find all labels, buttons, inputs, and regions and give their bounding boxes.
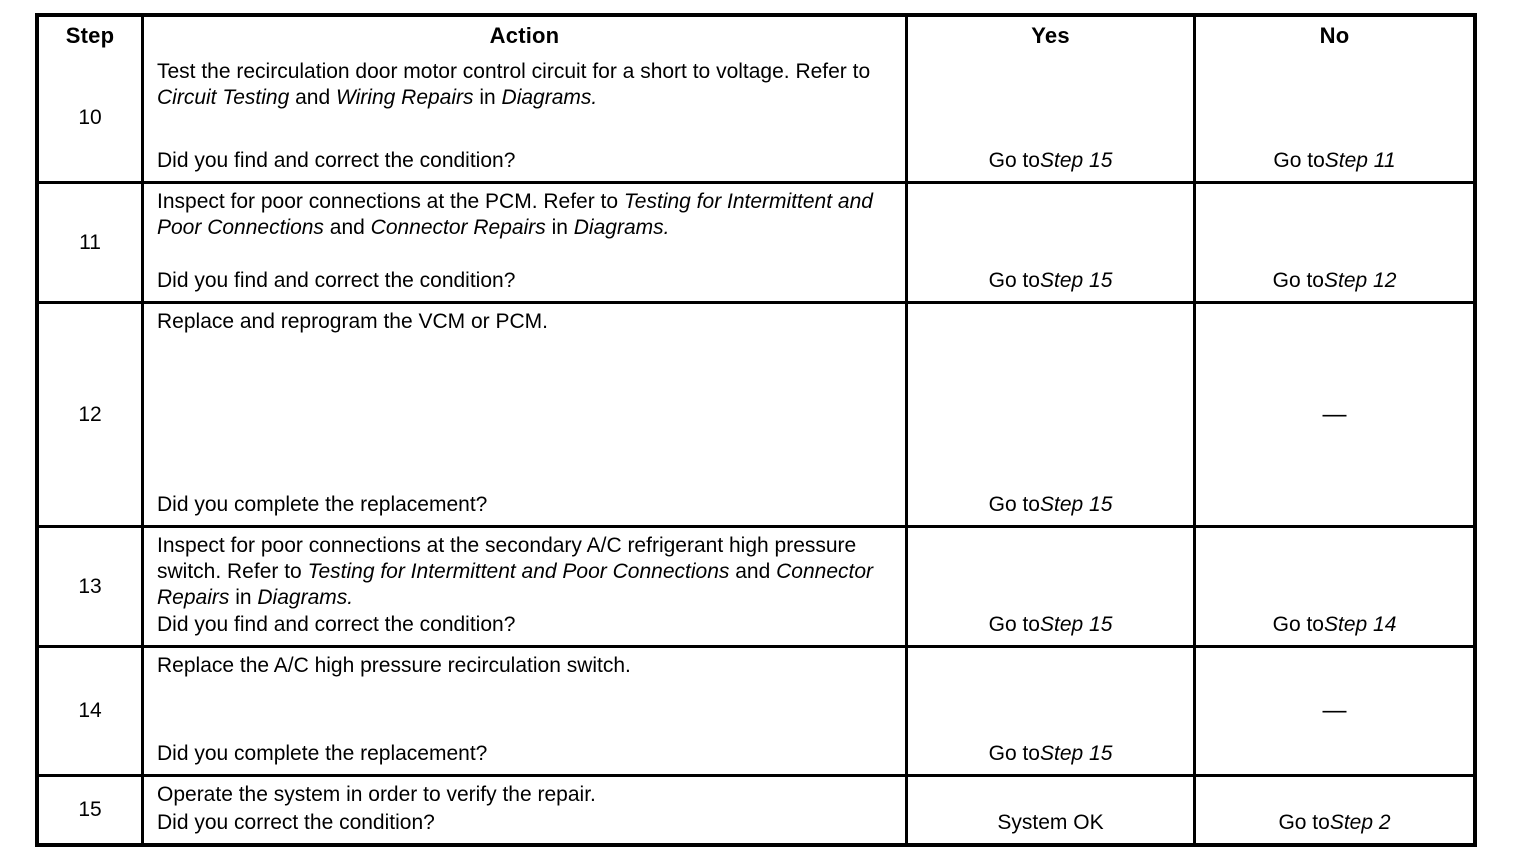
header-step: Step <box>65 22 115 48</box>
text-segment: and <box>289 86 336 109</box>
text-segment: Test the recirculation door motor control circuit for a short to voltage. Refer to <box>157 60 871 83</box>
action-question: Did you find and correct the condition? <box>157 613 516 636</box>
step-cell: 11 <box>79 230 101 254</box>
italic-text-segment: Circuit Testing <box>157 86 290 109</box>
action-cell <box>141 528 905 645</box>
text-segment: Go to <box>1278 811 1330 834</box>
step-cell: 10 <box>78 105 102 129</box>
text-segment: — <box>1322 400 1347 428</box>
italic-text-segment: Step 12 <box>1323 269 1397 292</box>
italic-text-segment: Diagrams. <box>501 86 598 109</box>
italic-text-segment: Diagrams. <box>257 586 354 609</box>
italic-text-segment: Step 15 <box>1039 149 1113 172</box>
text-segment: in <box>473 86 502 109</box>
italic-text-segment: Connections <box>612 560 730 583</box>
action-description <box>157 59 895 111</box>
text-segment: Go to <box>988 149 1040 172</box>
text-segment: Operate the system in order to verify the repair. <box>157 783 596 806</box>
text-segment: Go to <box>988 742 1040 765</box>
text-segment: Go to <box>1272 613 1324 636</box>
action-question: Did you correct the condition? <box>157 811 435 834</box>
italic-text-segment: Connector Repairs <box>157 560 873 609</box>
header-no: No <box>1193 17 1473 54</box>
italic-text-segment: Step 15 <box>1039 493 1113 516</box>
diagnostic-table <box>35 13 1477 847</box>
text-segment: System OK <box>997 811 1104 834</box>
table-body <box>39 54 1473 843</box>
action-cell <box>141 184 905 301</box>
no-cell <box>1193 54 1473 181</box>
text-segment: Go to <box>988 269 1040 292</box>
italic-text-segment: Diagrams. <box>573 216 670 239</box>
yes-cell <box>905 304 1193 525</box>
action-description <box>157 533 895 611</box>
text-segment: Inspect for poor connections at the PCM. Refer to <box>157 190 624 213</box>
action-cell <box>141 648 905 774</box>
table-row-step-11 <box>39 181 1473 301</box>
yes-cell <box>905 777 1193 843</box>
text-segment: Go to <box>1272 269 1324 292</box>
italic-text-segment: Testing for Intermittent and Poor <box>307 560 607 583</box>
italic-text-segment: Step 15 <box>1039 613 1113 636</box>
text-segment: Replace and reprogram the VCM or PCM. <box>157 310 548 333</box>
action-cell <box>141 54 905 181</box>
no-cell <box>1193 777 1473 843</box>
italic-text-segment: Step 14 <box>1323 613 1397 636</box>
step-cell: 15 <box>78 798 102 821</box>
text-segment: in <box>229 586 258 609</box>
table-row-step-10 <box>39 54 1473 181</box>
yes-cell <box>905 54 1193 181</box>
action-question: Did you find and correct the condition? <box>157 269 516 292</box>
italic-text-segment: Step 2 <box>1329 811 1391 834</box>
step-cell: 14 <box>78 699 102 722</box>
action-question: Did you complete the replacement? <box>157 742 488 765</box>
text-segment: in <box>545 216 574 239</box>
text-segment: and <box>323 216 371 239</box>
table-row-step-13 <box>39 525 1473 645</box>
table-row-step-14 <box>39 645 1473 774</box>
header-action: Action <box>141 17 905 54</box>
text-segment: Go to <box>988 613 1040 636</box>
text-segment: Go to <box>988 493 1040 516</box>
step-cell: 13 <box>78 574 102 598</box>
action-description <box>157 782 895 808</box>
header-yes: Yes <box>905 17 1193 54</box>
action-description <box>157 189 895 241</box>
yes-cell <box>905 648 1193 774</box>
no-cell <box>1193 304 1473 525</box>
table-row-step-15 <box>39 774 1473 843</box>
text-segment: — <box>1322 697 1347 724</box>
no-cell <box>1193 648 1473 774</box>
action-description <box>157 653 895 679</box>
yes-cell <box>905 184 1193 301</box>
yes-cell <box>905 528 1193 645</box>
text-segment: Inspect for poor connections at the secondary A/C refrigerant high pressure switch. Refer to <box>157 534 857 583</box>
italic-text-segment: Connector Repairs <box>370 216 546 239</box>
table-row-step-12 <box>39 301 1473 525</box>
text-segment: Replace the A/C high pressure recirculation switch. <box>157 654 631 677</box>
no-cell <box>1193 528 1473 645</box>
text-segment: Go to <box>1273 149 1325 172</box>
italic-text-segment: Wiring Repairs <box>336 86 474 109</box>
action-cell <box>141 304 905 525</box>
action-cell <box>141 777 905 843</box>
action-description <box>157 309 895 335</box>
no-cell <box>1193 184 1473 301</box>
italic-text-segment: Step 15 <box>1039 269 1113 292</box>
action-question: Did you find and correct the condition? <box>157 149 516 172</box>
italic-text-segment: Step 15 <box>1039 742 1113 765</box>
italic-text-segment: Step 11 <box>1324 149 1396 172</box>
action-question: Did you complete the replacement? <box>157 493 488 516</box>
table-header-row <box>39 17 1473 54</box>
italic-text-segment: Testing for Intermittent and Poor Connections <box>157 190 873 239</box>
text-segment: and <box>729 560 777 583</box>
step-cell: 12 <box>78 402 102 426</box>
